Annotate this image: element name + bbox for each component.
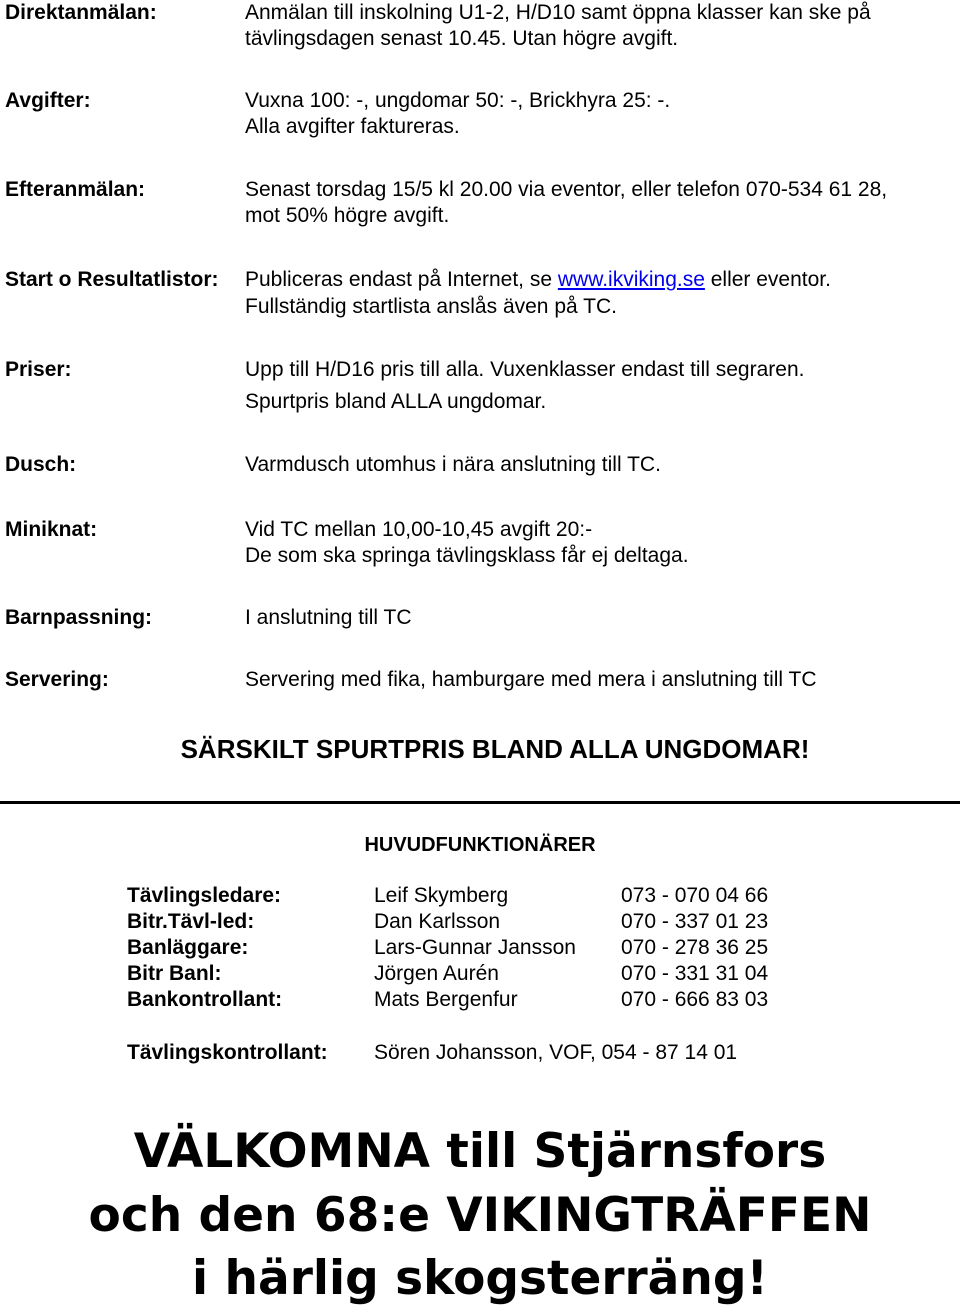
special-prize-heading: SÄRSKILT SPURTPRIS BLAND ALLA UNGDOMAR! — [180, 734, 810, 764]
welcome-line-3: i härlig skogsterräng! — [192, 1251, 768, 1306]
official-role: Banläggare: — [127, 936, 249, 959]
efteranmalan-line-1: Senast torsdag 15/5 kl 20.00 via eventor, eller telefon 070-534 61 28, — [245, 178, 888, 201]
official-phone: 070 - 331 31 04 — [621, 962, 769, 985]
official-phone: 070 - 337 01 23 — [621, 910, 769, 933]
miniknat-label: Miniknat: — [5, 518, 98, 541]
resultat-line-1 — [245, 267, 831, 293]
dusch-label: Dusch: — [5, 453, 77, 476]
official-phone: 070 - 666 83 03 — [621, 988, 769, 1011]
priser-line-1: Upp till H/D16 pris till alla. Vuxenklasser endast till segraren. — [245, 358, 805, 381]
priser-line-2: Spurtpris bland ALLA ungdomar. — [245, 390, 547, 413]
officials-heading: HUVUDFUNKTIONÄRER — [364, 834, 596, 856]
controller-role: Tävlingskontrollant: — [127, 1041, 328, 1064]
barnpassning-text: I anslutning till TC — [245, 606, 412, 629]
welcome-line-2: och den 68:e VIKINGTRÄFFEN — [88, 1188, 872, 1243]
miniknat-line-2: De som ska springa tävlingsklass får ej deltaga. — [245, 544, 689, 567]
official-name: Mats Bergenfur — [374, 988, 518, 1011]
direktanmalan-line-2: tävlingsdagen senast 10.45. Utan högre avgift. — [245, 27, 679, 50]
direktanmalan-line-1: Anmälan till inskolning U1-2, H/D10 samt öppna klasser kan ske på — [245, 1, 871, 24]
avgifter-line-1: Vuxna 100: -, ungdomar 50: -, Brickhyra 25: -. — [245, 89, 671, 112]
resultat-text-before: Publiceras endast på Internet, se — [245, 268, 558, 291]
official-role: Bankontrollant: — [127, 988, 283, 1011]
barnpassning-label: Barnpassning: — [5, 606, 153, 629]
official-name: Leif Skymberg — [374, 884, 509, 907]
avgifter-label: Avgifter: — [5, 89, 91, 112]
official-role: Bitr Banl: — [127, 962, 222, 985]
avgifter-line-2: Alla avgifter faktureras. — [245, 115, 460, 138]
resultat-text-after: eller eventor. — [704, 268, 831, 291]
official-role: Bitr.Tävl-led: — [127, 910, 255, 933]
efteranmalan-label: Efteranmälan: — [5, 178, 146, 201]
welcome-line-1: VÄLKOMNA till Stjärnsfors — [133, 1124, 827, 1179]
official-name: Lars-Gunnar Jansson — [374, 936, 576, 959]
controller-text: Sören Johansson, VOF, 054 - 87 14 01 — [374, 1041, 738, 1064]
servering-label: Servering: — [5, 668, 109, 691]
servering-text: Servering med fika, hamburgare med mera i anslutning till TC — [245, 668, 817, 691]
official-phone: 070 - 278 36 25 — [621, 936, 769, 959]
direktanmalan-label: Direktanmälan: — [5, 1, 157, 24]
divider-line — [0, 801, 960, 804]
priser-label: Priser: — [5, 358, 72, 381]
resultat-line-2: Fullständig startlista anslås även på TC. — [245, 295, 617, 318]
dusch-text: Varmdusch utomhus i nära anslutning till TC. — [245, 453, 661, 476]
efteranmalan-line-2: mot 50% högre avgift. — [245, 204, 450, 227]
official-name: Jörgen Aurén — [374, 962, 499, 985]
ikviking-link[interactable]: www.ikviking.se — [557, 268, 705, 291]
official-role: Tävlingsledare: — [127, 884, 282, 907]
resultat-label: Start o Resultatlistor: — [5, 268, 219, 291]
official-name: Dan Karlsson — [374, 910, 501, 933]
miniknat-line-1: Vid TC mellan 10,00-10,45 avgift 20:- — [245, 518, 593, 541]
official-phone: 073 - 070 04 66 — [621, 884, 769, 907]
